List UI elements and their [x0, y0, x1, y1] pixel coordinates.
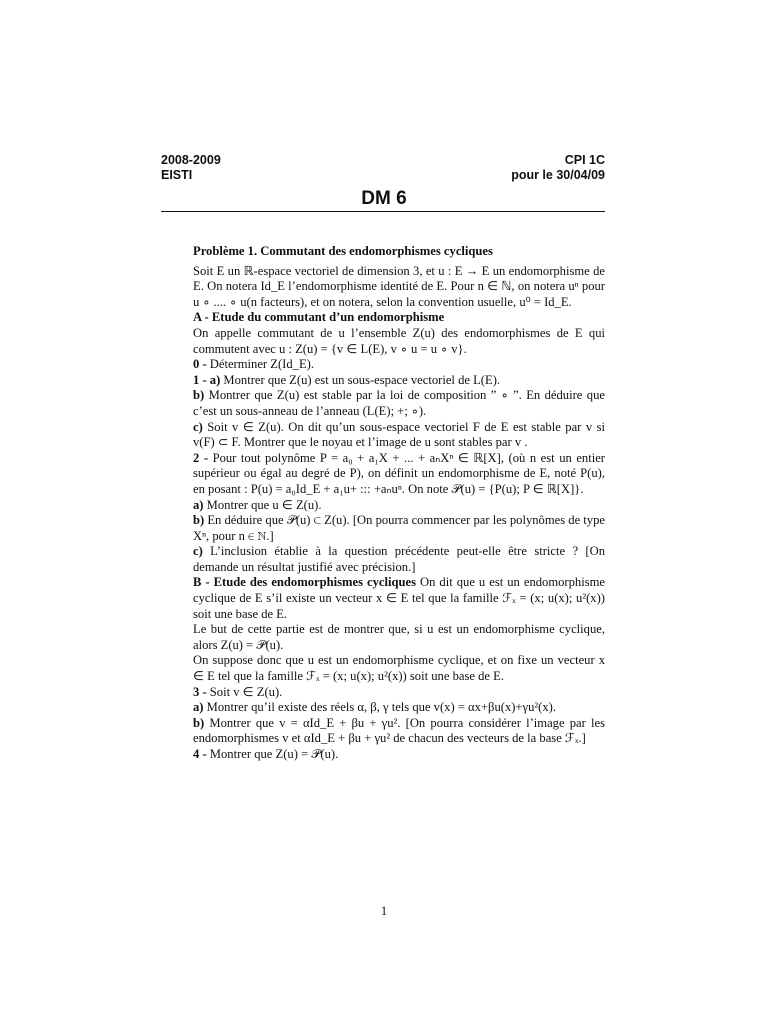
title-rule [161, 211, 605, 212]
question-1b [193, 388, 605, 419]
question-label: 0 - [193, 357, 207, 372]
question-3 [193, 685, 605, 701]
header-school: EISTI [161, 168, 193, 182]
question-4 [193, 747, 605, 763]
question-1c [193, 420, 605, 451]
question-3a [193, 700, 605, 716]
question-2c [193, 544, 605, 575]
page-number: 1 [380, 904, 388, 918]
paragraph-assumption: On suppose donc que u est un endomorphisme cyclique, et on fixe un vecteur x ∈ E tel que la famille ℱₓ = (x; u(x); u²(x)) soit une base de E. [193, 653, 605, 684]
header-year: 2008-2009 [161, 153, 221, 167]
question-text: Montrer que v = αId_E + βu + γu². [On pourra considérer l’image par les endomorphismes v et αId_E + βu + γu² de chacun des vecteurs de la base ℱₓ.] [193, 715, 605, 746]
question-text: En déduire que 𝒫(u) ⊂ Z(u). [On pourra commencer par les polynômes de type Xⁿ, pour n ∈ ℕ.] [193, 513, 605, 543]
question-label: a) [193, 497, 204, 512]
question-2b [193, 513, 605, 544]
question-label: 1 - a) [193, 372, 221, 387]
question-label: c) [193, 419, 203, 434]
section-b [193, 575, 605, 622]
paragraph-commutant: On appelle commutant de u l’ensemble Z(u) des endomorphismes de E qui commutent avec u : Z(u) = {v ∈ L(E), v ∘ u = u ∘ v}. [193, 325, 605, 356]
question-3b [193, 716, 605, 747]
question-label: b) [193, 388, 205, 403]
question-text: Déterminer Z(Id_E). [206, 357, 314, 372]
question-text: Montrer que Z(u) est stable par la loi de composition ” ∘ ”. En déduire que c’est un sous-anneau de l’anneau (L(E); +; ∘). [193, 388, 605, 418]
question-label: 3 - [193, 684, 207, 699]
question-label: c) [193, 544, 203, 559]
question-text: Soit v ∈ Z(u). On dit qu’un sous-espace vectoriel F de E est stable par v si v(F) ⊂ F. Montrer que le noyau et l’image de u sont stables par v . [193, 419, 605, 450]
paragraph-goal: Le but de cette partie est de montrer que, si u est un endomorphisme cyclique, alors Z(u) = 𝒫(u). [193, 622, 605, 652]
question-text: Pour tout polynôme P = a₀ + a₁X + ... + aₙXⁿ ∈ ℝ[X], (où n est un entier supérieur ou égal au degré de P), on définit un endomorphisme de E, noté P(u), en posant : P(u) = a₀Id_E + a₁u+ ::: +aₙuⁿ. On note 𝒫(u) = {P(u); P ∈ ℝ[X]}. [193, 450, 605, 496]
question-label: b) [193, 513, 205, 528]
question-text: L’inclusion établie à la question précédente peut-elle être stricte ? [On demande un résultat justifié avec précision.] [193, 544, 605, 574]
question-label: 2 - [193, 450, 209, 465]
question-text: Montrer qu’il existe des réels α, β, γ tels que v(x) = αx+βu(x)+γu²(x). [203, 700, 557, 715]
header-class: CPI 1C [564, 153, 605, 167]
question-1a [193, 373, 605, 389]
question-0 [193, 357, 605, 373]
question-label: a) [193, 700, 204, 715]
section-a-heading: A - Etude du commutant d’un endomorphisme [193, 310, 445, 325]
section-b-text: On dit que u est un endomorphisme cyclique de E s’il existe un vecteur x ∈ E tel que la famille ℱₓ = (x; u(x); u²(x)) soit une base de E. [193, 575, 605, 621]
question-text: Soit v ∈ Z(u). [206, 684, 283, 699]
problem-heading: Problème 1. Commutant des endomorphismes cycliques [193, 244, 493, 258]
header-left [161, 153, 221, 183]
document-body [193, 244, 605, 763]
paragraph-intro: Soit E un ℝ-espace vectoriel de dimension 3, et u : E → E un endomorphisme de E. On notera Id_E l’endomorphisme identité de E. Pour n ∈ ℕ, on notera uⁿ pour u ∘ .... ∘ u(n facteurs), et on notera, selon la convention usuelle, u⁰ = Id_E. [193, 263, 605, 309]
question-label: b) [193, 715, 205, 730]
question-text: Montrer que Z(u) est un sous-espace vectoriel de L(E). [220, 372, 501, 387]
question-2a [193, 498, 605, 514]
header-due-date: pour le 30/04/09 [511, 168, 605, 182]
question-label: 4 - [193, 747, 207, 761]
document-title: DM 6 [361, 188, 407, 209]
section-b-heading: B - Etude des endomorphismes cycliques [193, 575, 416, 590]
question-text: Montrer que Z(u) = 𝒫(u). [206, 747, 339, 761]
question-2 [193, 451, 605, 498]
header-right [511, 153, 605, 183]
question-text: Montrer que u ∈ Z(u). [203, 497, 322, 512]
